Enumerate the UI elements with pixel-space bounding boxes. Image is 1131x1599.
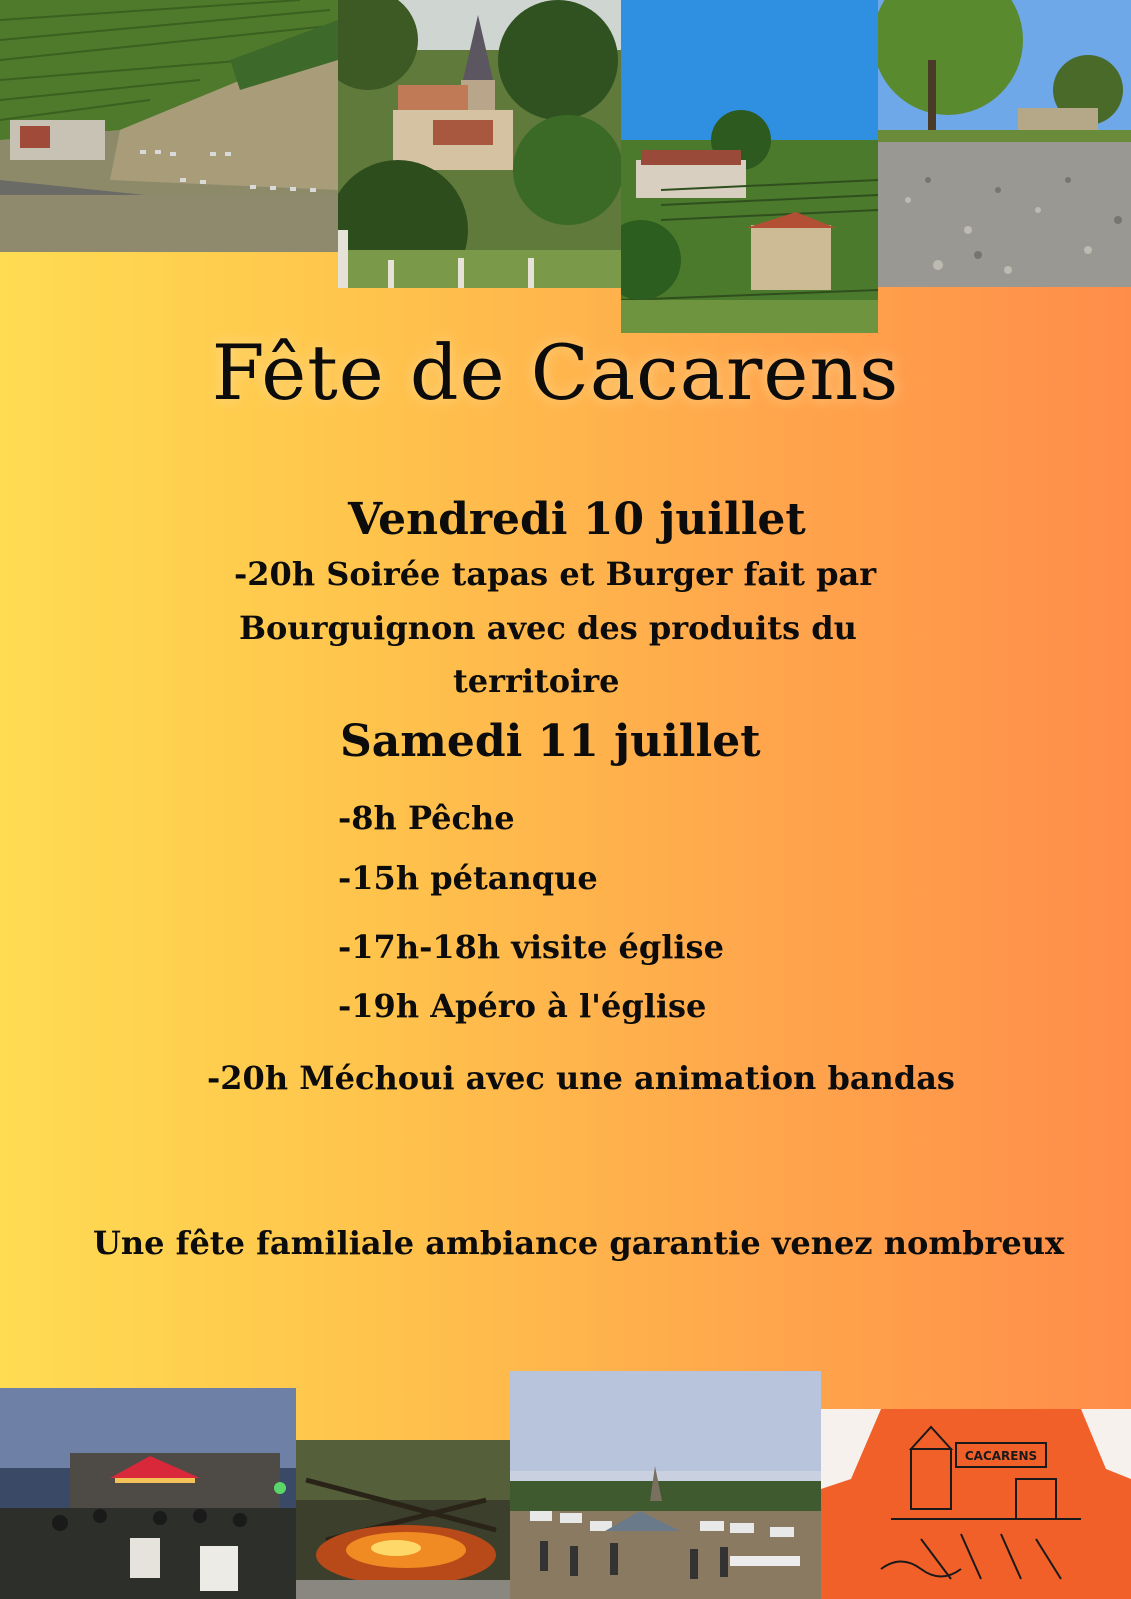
- friday-heading: Vendredi 10 juillet: [348, 494, 806, 545]
- saturday-item-4: -19h Apéro à l'église: [338, 987, 707, 1025]
- photo-village-gathering: [510, 1371, 821, 1599]
- photo-aerial-vineyard: [0, 0, 338, 252]
- photo-road-tree: [878, 0, 1131, 287]
- photo-bonfire: [296, 1440, 510, 1599]
- friday-line-3: territoire: [453, 662, 620, 700]
- photo-evening-party: [0, 1388, 296, 1599]
- photo-village-church: [338, 0, 621, 288]
- photo-farmhouse-vines: [621, 0, 878, 333]
- footer-tagline: Une fête familiale ambiance garantie venez nombreux: [93, 1224, 1065, 1262]
- saturday-item-1: -8h Pêche: [338, 799, 515, 837]
- saturday-item-3: -17h-18h visite église: [338, 928, 724, 966]
- photo-tshirt: [821, 1409, 1131, 1599]
- saturday-item-5: -20h Méchoui avec une animation bandas: [207, 1059, 955, 1097]
- saturday-heading: Samedi 11 juillet: [340, 716, 761, 767]
- saturday-item-2: -15h pétanque: [338, 859, 598, 897]
- friday-line-2: Bourguignon avec des produits du: [239, 609, 857, 647]
- poster-title: Fête de Cacarens: [211, 328, 900, 417]
- tshirt-print-text: CACARENS: [964, 1449, 1038, 1463]
- friday-line-1: -20h Soirée tapas et Burger fait par: [234, 555, 877, 593]
